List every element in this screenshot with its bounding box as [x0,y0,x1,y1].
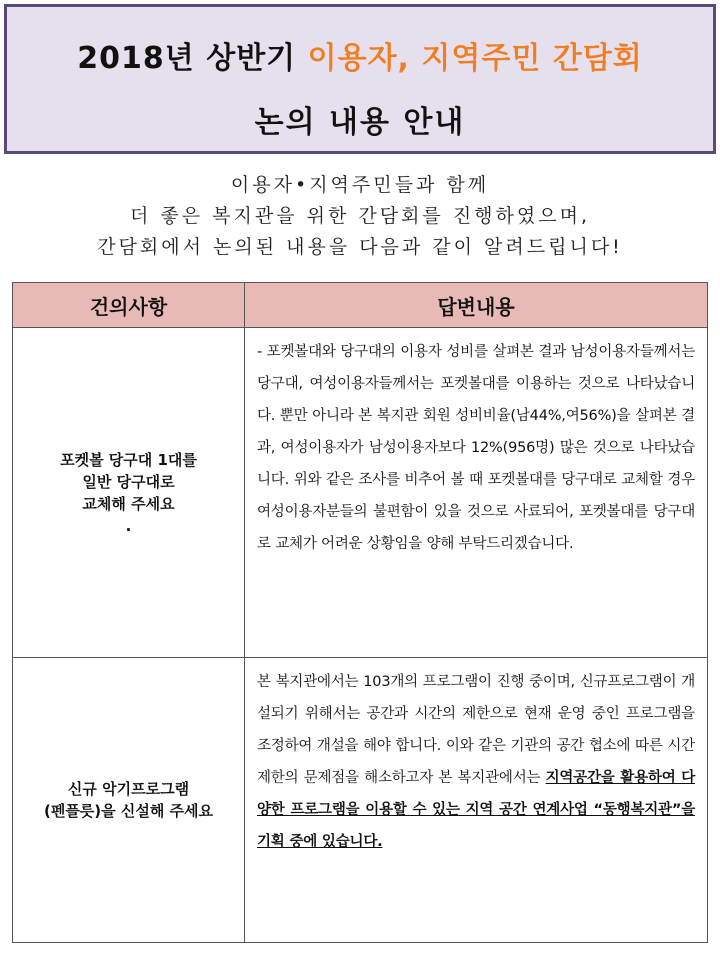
intro-text [0,170,720,263]
question-line: 포켓볼 당구대 1대를 [60,450,197,469]
column-header-answer: 답변내용 [245,283,708,328]
intro-line-3: 간담회에서 논의된 내용을 다음과 같이 알려드립니다! [97,236,623,258]
title-prefix: 2018년 상반기 [77,41,308,76]
page-subtitle: 논의 내용 안내 [254,105,466,140]
question-line: 교체해 주세요 [82,494,175,513]
answer-text: - 포켓볼대와 당구대의 이용자 성비를 살펴본 결과 남성이용자들께서는 당구대, 여성이용자들께서는 포켓볼대를 이용하는 것으로 나타났습니다. 뿐만 아니라 본 복지관 회원 성비비율(남44%,여56%)을 살펴본 결과, 여성이용자가 남성이용자보다 12%(956명) 많은 것으로 나타났습니다. 위와 같은 조사를 비추어 볼 때 포켓볼대를 당구대로 교체할 경우 여성이용자분들의 불편함이 있을 것으로 사료되어, 포켓볼대를 당구대로 교체가 어려운 상황임을 양해 부탁드리겠습니다. [257,344,695,552]
question-line: . [125,516,132,535]
answer-cell [245,328,708,658]
intro-line-1: 이용자•지역주민들과 함께 [230,174,490,196]
question-line: 일반 당구대로 [82,472,175,491]
table-row [13,658,708,943]
page-title [7,33,713,77]
column-header-question: 건의사항 [13,283,245,328]
intro-line-2: 더 좋은 복지관을 위한 간담회를 진행하였으며, [130,205,590,227]
question-cell [13,328,245,658]
question-line: (펜플릇)을 신설해 주세요 [43,802,214,820]
answer-cell [245,658,708,943]
answer-text: 본 복지관에서는 103개의 프로그램이 진행 중이며, 신규프로그램이 개설되기 위해서는 공간과 시간의 제한으로 현재 운영 중인 프로그램을 조정하여 개설을 해야 합니다. 이와 같은 기관의 공간 협소에 따른 시간제한의 문제점을 해소하고자 본 복지관에서는 [257,674,695,786]
question-cell [13,658,245,943]
title-accent: 이용자, 지역주민 간담회 [307,41,643,76]
table-header-row [13,283,708,328]
discussion-table [12,282,708,943]
title-banner [4,4,716,154]
table-row [13,328,708,658]
answer-emphasis: 지역공간을 활용하여 다양한 프로그램을 이용할 수 있는 지역 공간 연계사업 “동행복지관”을 기획 중에 있습니다. [257,770,695,850]
question-line: 신규 악기프로그램 [67,780,190,798]
